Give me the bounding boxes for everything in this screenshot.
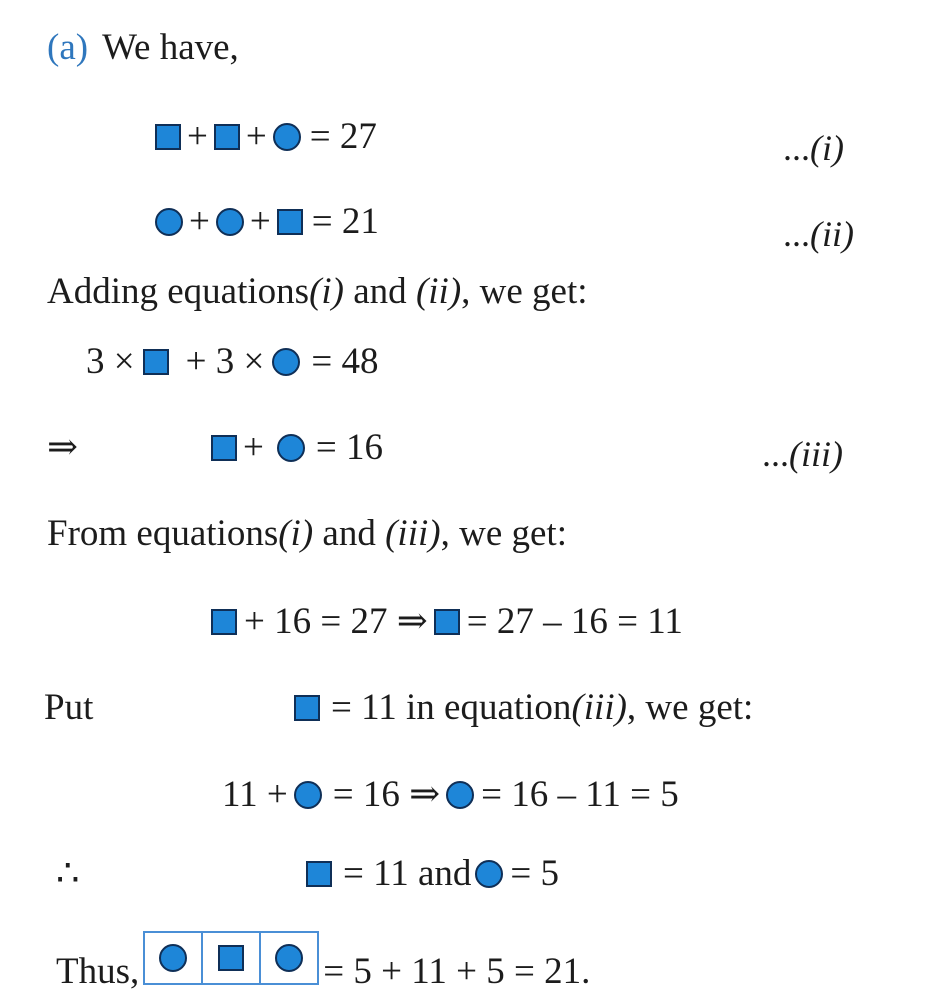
equation-1-rhs: = 27 — [309, 116, 377, 157]
step-1-text: Adding equations (i) and (ii) , we get: — [47, 271, 588, 312]
square-icon — [306, 861, 332, 887]
equation-2-tag: ... (ii) — [783, 214, 854, 254]
circle-icon — [446, 781, 474, 809]
circle-icon — [159, 944, 187, 972]
intro-line — [47, 26, 239, 70]
step-3-text: = 11 in equation (iii) , we get: — [291, 686, 753, 730]
circle-icon — [216, 208, 244, 236]
equation-2: + + = 21 — [152, 200, 379, 244]
square-icon — [434, 609, 460, 635]
equation-4-tag: ... (iii) — [762, 434, 843, 474]
square-icon — [294, 695, 320, 721]
circle-icon — [475, 860, 503, 888]
circle-icon — [294, 781, 322, 809]
square-icon — [218, 945, 244, 971]
circle-icon — [277, 434, 305, 462]
thus-label: Thus, — [56, 951, 140, 992]
final-line — [56, 945, 590, 999]
equation-6: 11 + = 16 ⇒ = 16 – 11 = 5 — [222, 774, 679, 815]
square-icon — [211, 435, 237, 461]
implies-arrow: ⇒ — [47, 427, 79, 468]
square-icon — [211, 609, 237, 635]
equation-1: + + = 27 — [152, 115, 377, 159]
step-2-text: From equations (i) and (iii) , we get: — [47, 513, 567, 554]
equation-3: 3 × + 3 × = 48 — [86, 341, 379, 382]
intro-text: We have, — [102, 27, 239, 68]
shape-box-group — [143, 931, 319, 985]
circle-icon — [272, 348, 300, 376]
circle-icon — [155, 208, 183, 236]
square-icon — [155, 124, 181, 150]
circle-icon — [273, 123, 301, 151]
equation-1-tag: ... (i) — [783, 128, 844, 168]
square-icon — [143, 349, 169, 375]
equation-4: + = 16 — [208, 426, 383, 470]
square-icon — [214, 124, 240, 150]
equation-7: = 11 and = 5 — [303, 852, 559, 896]
equation-2-rhs: = 21 — [311, 201, 379, 242]
final-result: = 5 + 11 + 5 = 21. — [323, 951, 591, 992]
circle-icon — [275, 944, 303, 972]
step-3-put: Put — [44, 687, 94, 728]
square-icon — [277, 209, 303, 235]
equation-5: + 16 = 27 ⇒ = 27 – 16 = 11 — [208, 600, 683, 644]
part-label: (a) — [47, 27, 89, 68]
therefore-symbol: ∴ — [56, 853, 80, 894]
